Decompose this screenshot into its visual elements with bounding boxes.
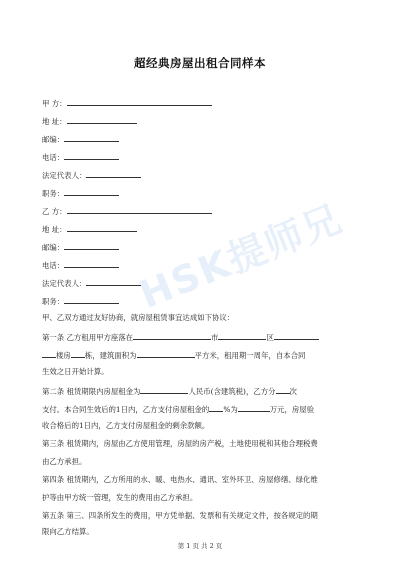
party-b-phone-field	[42, 259, 119, 271]
party-a-representative-field	[42, 169, 141, 181]
blank-line	[67, 223, 137, 232]
party-a-name-field	[42, 97, 212, 109]
page-footer: 第 1 页 共 2 页	[177, 542, 223, 550]
party-a-address-field	[42, 115, 137, 127]
blank-line	[276, 385, 290, 394]
clause-5-line-1: 第五条 第三、四条所发生的费用，甲方凭单据、发票和有关规定文件，按各规定的期	[42, 511, 318, 520]
field-label: 乙 方：	[42, 207, 67, 216]
document-title: 超经典房屋出租合同样本	[134, 56, 266, 70]
clause-text: 第二条 租赁期限内房屋租金为	[42, 387, 141, 396]
clause-text: 次	[289, 387, 297, 396]
field-label: 邮编：	[42, 243, 65, 252]
field-label: 地 址：	[42, 117, 67, 126]
clause-text: 区	[266, 333, 274, 342]
intro-paragraph: 甲、乙双方通过友好协商，就房屋租赁事宜达成如下协议：	[42, 313, 235, 322]
blank-line	[67, 205, 212, 214]
field-label: 甲 方：	[42, 99, 67, 108]
blank-line	[218, 331, 266, 340]
blank-line	[86, 169, 141, 178]
clause-text: 栋，建筑面积为	[84, 351, 137, 360]
blank-line	[67, 115, 137, 124]
clause-5-line-2: 限向乙方结算。	[42, 527, 94, 536]
clause-text: 楼房	[56, 351, 71, 360]
party-b-address-field	[42, 223, 137, 235]
clause-text: 人民币(含建筑税)，乙方分	[188, 387, 276, 396]
blank-line	[71, 349, 85, 358]
party-b-name-field	[42, 205, 212, 217]
field-label: 职务：	[42, 297, 65, 306]
blank-line	[133, 331, 211, 340]
field-label: 邮编：	[42, 135, 65, 144]
clause-text: 第一条 乙方租用甲方座落在	[42, 333, 134, 342]
clause-3-line-2: 由乙方承担。	[42, 457, 87, 466]
clause-text: 万元，房屋验	[269, 405, 315, 414]
blank-line	[64, 133, 119, 142]
blank-line	[67, 97, 212, 106]
clause-text: 市	[211, 333, 219, 342]
field-label: 法定代表人：	[42, 171, 87, 180]
clause-2-line-3: 收合格后的1日内，乙方支付房屋租金的剩余款额。	[42, 421, 210, 430]
blank-line	[64, 151, 119, 160]
clause-2-line-1	[42, 385, 362, 397]
clause-1-line-2	[42, 349, 362, 361]
blank-line	[64, 187, 119, 196]
party-a-postcode-field	[42, 133, 119, 145]
watermark: HSK提师兄	[133, 195, 349, 318]
blank-line	[140, 385, 188, 394]
clause-4-line-2: 护等由甲方统一管理，发生的费用由乙方承担。	[42, 493, 198, 502]
clause-text: 支付。本合同生效后的1日内，乙方支付房屋租金的	[42, 405, 210, 414]
blank-line	[238, 403, 270, 412]
blank-line	[86, 277, 141, 286]
field-label: 法定代表人：	[42, 279, 87, 288]
clause-4-line-1: 第四条 租赁期内，乙方所用的水、暖、电热水、通讯、室外环卫、房屋修缮、绿化维	[42, 475, 318, 484]
clause-text: %为	[223, 405, 238, 414]
party-a-position-field	[42, 187, 119, 199]
party-b-postcode-field	[42, 241, 119, 253]
field-label: 电话：	[42, 153, 65, 162]
clause-2-line-2	[42, 403, 362, 415]
field-label: 地 址：	[42, 225, 67, 234]
party-b-position-field	[42, 295, 119, 307]
blank-line	[64, 241, 119, 250]
party-b-representative-field	[42, 277, 141, 289]
clause-1-line-1	[42, 331, 362, 343]
party-a-phone-field	[42, 151, 119, 163]
clause-1-line-3: 生效之日开始计算。	[42, 367, 109, 376]
field-label: 职务：	[42, 189, 65, 198]
blank-line	[137, 349, 195, 358]
blank-line	[64, 295, 119, 304]
clause-3-line-1: 第三条 租赁期内，房屋由乙方使用管理，房屋的房产税，土地使用税和其他合理税费	[42, 439, 318, 448]
blank-line	[209, 403, 223, 412]
blank-line	[64, 259, 119, 268]
blank-line	[274, 331, 319, 340]
blank-line	[42, 349, 56, 358]
field-label: 电话：	[42, 261, 65, 270]
clause-text: 平方米，租用期一周年，自本合同	[194, 351, 306, 360]
